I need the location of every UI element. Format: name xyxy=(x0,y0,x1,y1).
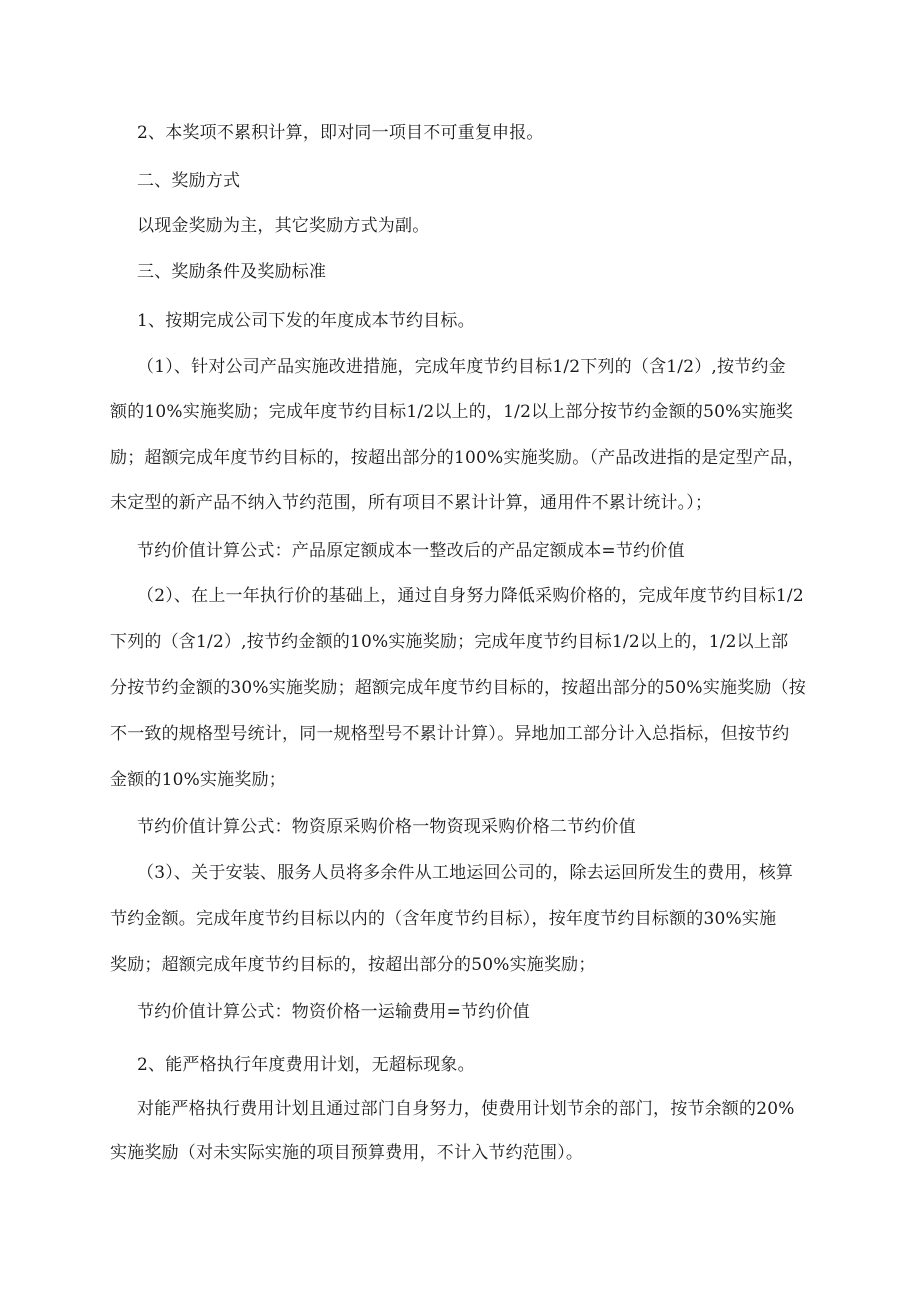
formula-line: 节约价值计算公式：物资原采购价格一物资现采购价格二节约价值 xyxy=(137,817,636,837)
paragraph-line: （3）、关于安装、服务人员将多余件从工地运回公司的，除去运回所发生的费用，核算 xyxy=(137,863,794,883)
paragraph-line: 2、本奖项不累积计算，即对同一项目不可重复申报。 xyxy=(137,123,544,143)
paragraph-line: 节约金额。完成年度节约目标以内的（含年度节约目标），按年度节约目标额的30%实施 xyxy=(110,909,777,929)
paragraph-line: 金额的10%实施奖励； xyxy=(110,770,286,790)
paragraph-line: 1、按期完成公司下发的年度成本节约目标。 xyxy=(137,311,475,331)
paragraph-line: 奖励；超额完成年度节约目标的，按超出部分的50%实施奖励； xyxy=(110,955,596,975)
paragraph-line: （1）、针对公司产品实施改进措施，完成年度节约目标1/2下列的（含1/2）,按节约金 xyxy=(137,357,786,377)
paragraph-line: 实施奖励（对未实际实施的项目预算费用，不计入节约范围）。 xyxy=(110,1143,584,1163)
section-heading: 三、奖励条件及奖励标准 xyxy=(137,262,327,282)
section-heading: 二、奖励方式 xyxy=(137,171,241,191)
paragraph-line: 分按节约金额的30%实施奖励；超额完成年度节约目标的，按超出部分的50%实施奖励（按 xyxy=(110,678,806,698)
paragraph-line: （2）、在上一年执行价的基础上，通过自身努力降低采购价格的，完成年度节约目标1/2 xyxy=(137,586,804,606)
formula-line: 节约价值计算公式：物资价格一运输费用=节约价值 xyxy=(137,1002,530,1022)
paragraph-line: 励；超额完成年度节约目标的，按超出部分的100%实施奖励。（产品改进指的是定型产品， xyxy=(110,448,805,468)
paragraph-line: 未定型的新产品不纳入节约范围，所有项目不累计计算，通用件不累计统计。）； xyxy=(110,493,713,513)
paragraph-line: 额的10%实施奖励；完成年度节约目标1/2以上的，1/2以上部分按节约金额的50%实施奖 xyxy=(110,402,794,422)
paragraph-line: 以现金奖励为主，其它奖励方式为副。 xyxy=(137,216,430,236)
paragraph-line: 2、能严格执行年度费用计划，无超标现象。 xyxy=(137,1055,475,1075)
formula-line: 节约价值计算公式：产品原定额成本一整改后的产品定额成本=节约价值 xyxy=(137,541,685,561)
paragraph-line: 对能严格执行费用计划且通过部门自身努力，使费用计划节余的部门，按节余额的20% xyxy=(137,1099,795,1119)
paragraph-line: 下列的（含1/2）,按节约金额的10%实施奖励；完成年度节约目标1/2以上的，1/2以上部 xyxy=(110,632,789,652)
paragraph-line: 不一致的规格型号统计，同一规格型号不累计计算）。异地加工部分计入总指标，但按节约 xyxy=(110,724,790,744)
